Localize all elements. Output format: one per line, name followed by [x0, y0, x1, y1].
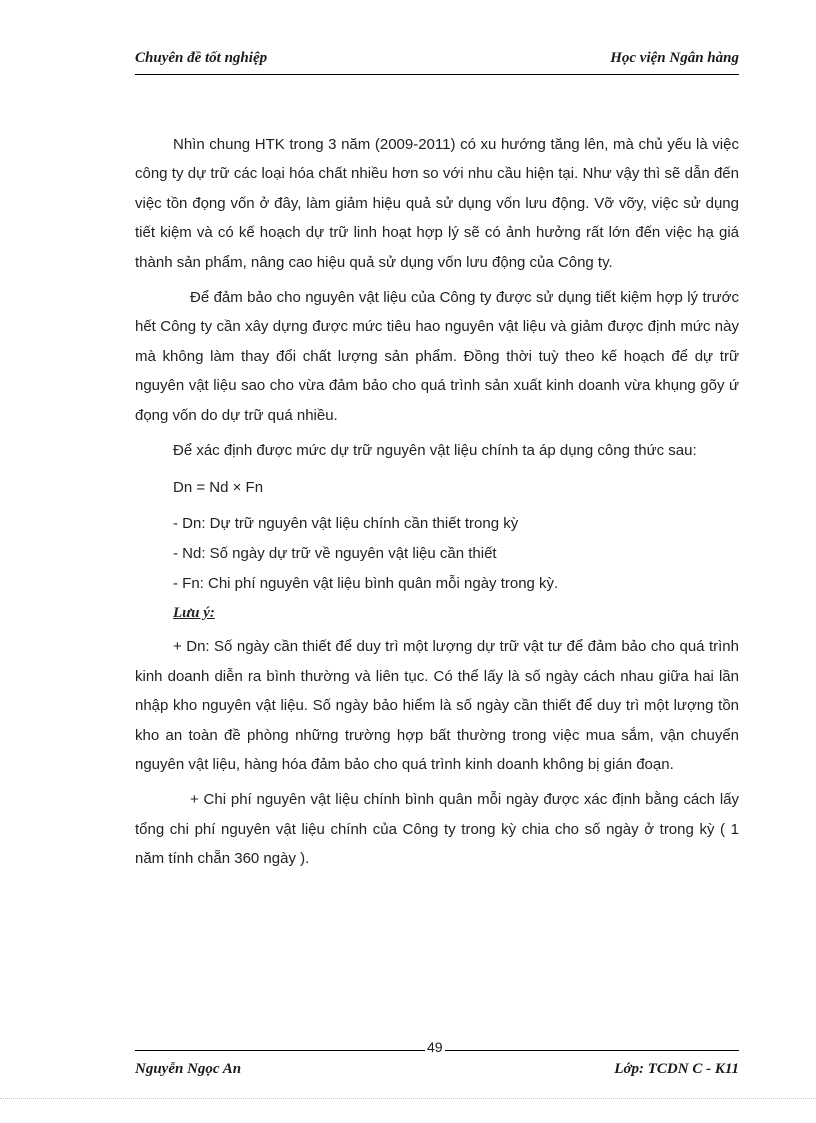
- document-body: [135, 130, 739, 880]
- paragraph-note-cost: + Chi phí nguyên vật liệu chính bình quân mỗi ngày được xác định bằng cách lấy tổng chi phí nguyên vật liệu chính của Công ty trong kỳ chia cho số ngày ở trong kỳ ( 1 năm tính chẵn 360 ngày ).: [135, 791, 739, 868]
- footer-author: Nguyễn Ngọc An: [135, 1061, 242, 1077]
- paragraph-formula-intro: Để xác định được mức dự trữ nguyên vật liệu chính ta áp dụng công thức sau:: [173, 442, 697, 460]
- page-footer: [135, 1039, 739, 1081]
- page-header: [135, 48, 739, 75]
- paragraph-inventory-trend: Nhìn chung HTK trong 3 năm (2009-2011) có xu hướng tăng lên, mà chủ yếu là việc công ty dự trữ các loại hóa chất nhiều hơn so với nhu cầu hiện tại. Như vậy thì sẽ dẫn đến việc tồn đọng vốn ở đây, làm giảm hiệu quả sử dụng vốn lưu động. Vỡ vỡy, việc sử dụng tiết kiệm và có kế hoạch dự trữ linh hoạt hợp lý sẽ có ảnh hưởng rất lớn đến việc hạ giá thành sản phẩm, nâng cao hiệu quả sử dụng vốn lưu động của Công ty.: [135, 136, 739, 271]
- page-bottom-divider: [0, 1098, 816, 1099]
- paragraph-note-dn: + Dn: Số ngày cần thiết để duy trì một lượng dự trữ vật tư để đảm bảo cho quá trình kinh doanh diễn ra bình thường và liên tục. Có thể lấy là số ngày cách nhau giữa hai lần nhập kho nguyên vật liệu. Số ngày bảo hiểm là số ngày cần thiết để duy trì một lượng tồn kho an toàn đề phòng những trường hợp bất thường trong việc mua sắm, vận chuyển nguyên vật liệu, hàng hóa đảm bảo cho quá trình kinh doanh không bị gián đoạn.: [135, 638, 739, 773]
- header-institution: Học viện Ngân hàng: [610, 50, 739, 66]
- footer-class: Lớp: TCDN C - K11: [614, 1061, 739, 1077]
- page-number: 49: [427, 1039, 443, 1055]
- note-label: Lưu ý:: [173, 604, 215, 621]
- definition-dn: - Dn: Dự trữ nguyên vật liệu chính cần thiết trong kỳ: [173, 514, 519, 532]
- definition-nd: - Nd: Số ngày dự trữ về nguyên vật liệu cần thiết: [173, 544, 497, 562]
- reserve-formula: Dn = Nd × Fn: [173, 479, 264, 497]
- header-document-type: Chuyên đề tốt nghiệp: [135, 50, 268, 66]
- definition-fn: - Fn: Chi phí nguyên vật liệu bình quân mỗi ngày trong kỳ.: [173, 574, 559, 592]
- paragraph-material-savings: Để đảm bảo cho nguyên vật liệu của Công ty được sử dụng tiết kiệm hợp lý trước hết Công ty cần xây dựng được mức tiêu hao nguyên vật liệu và giảm được định mức này mà không làm thay đổi chất lượng sản phẩm. Đồng thời tuỳ theo kế hoạch để dự trữ nguyên vật liệu sao cho vừa đảm bảo cho quá trình sản xuất kinh doanh vừa khụng gõy ứ đọng vốn do dự trữ quá nhiều.: [135, 289, 739, 424]
